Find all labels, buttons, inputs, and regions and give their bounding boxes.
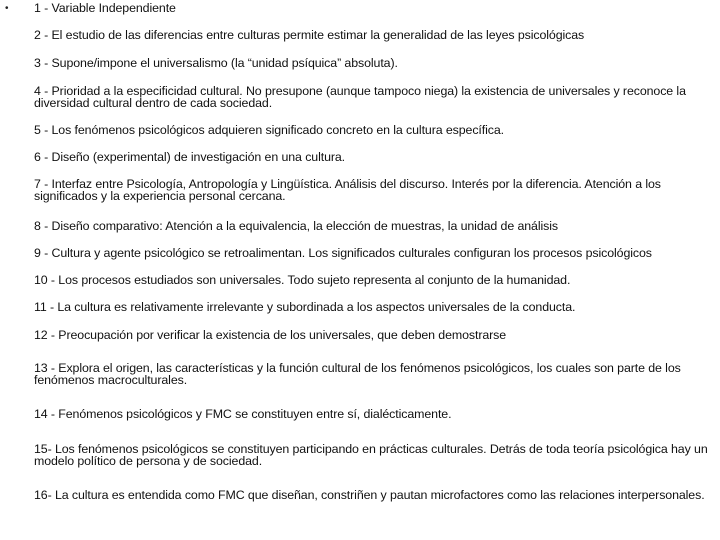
list-item: 15- Los fenómenos psicológicos se constituyen participando en prácticas culturales. Detrás de toda teoría psicológica hay un modelo político de persona y de sociedad. bbox=[34, 442, 708, 468]
list-item: 7 - Interfaz entre Psicología, Antropología y Lingüística. Análisis del discurso. Interés por la diferencia. Atención a los significados y la experiencia personal cercana. bbox=[34, 177, 661, 203]
list-item: 8 - Diseño comparativo: Atención a la equivalencia, la elección de muestras, la unidad de análisis bbox=[34, 219, 558, 233]
list-item: 13 - Explora el origen, las características y la función cultural de los fenómenos psicológicos, los cuales son parte de los fenómenos macroculturales. bbox=[34, 361, 681, 387]
list-item: 9 - Cultura y agente psicológico se retroalimentan. Los significados culturales configuran los procesos psicológicos bbox=[34, 246, 652, 260]
list-item: 3 - Supone/impone el universalismo (la “unidad psíquica” absoluta). bbox=[34, 56, 398, 70]
list-item: 11 - La cultura es relativamente irrelevante y subordinada a los aspectos universales de la conducta. bbox=[34, 300, 576, 314]
list-item: 14 - Fenómenos psicológicos y FMC se constituyen entre sí, dialécticamente. bbox=[34, 407, 452, 421]
list-item: 10 - Los procesos estudiados son universales. Todo sujeto representa al conjunto de la humanidad. bbox=[34, 273, 571, 287]
list-item: 5 - Los fenómenos psicológicos adquieren significado concreto en la cultura específica. bbox=[34, 123, 504, 137]
list-item: 6 - Diseño (experimental) de investigación en una cultura. bbox=[34, 150, 346, 164]
list-item: 1 - Variable Independiente bbox=[34, 1, 176, 15]
bullet-marker: • bbox=[5, 3, 9, 14]
list-item: 12 - Preocupación por verificar la existencia de los universales, que deben demostrarse bbox=[34, 328, 507, 342]
list-item: 2 - El estudio de las diferencias entre culturas permite estimar la generalidad de las leyes psicológicas bbox=[34, 28, 585, 42]
list-item: 16- La cultura es entendida como FMC que diseñan, constriñen y pautan microfactores como las relaciones interpersonales. bbox=[34, 488, 705, 502]
list-item: 4 - Prioridad a la especificidad cultural. No presupone (aunque tampoco niega) la existencia de universales y reconoce la diversidad cultural dentro de cada sociedad. bbox=[34, 84, 686, 110]
